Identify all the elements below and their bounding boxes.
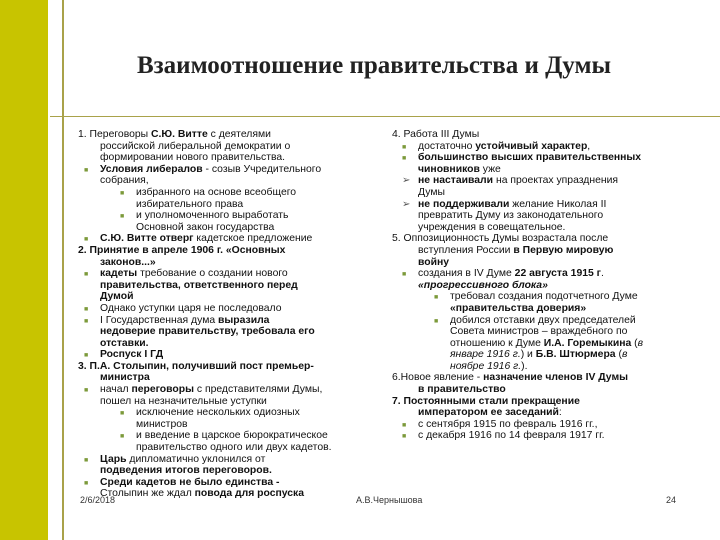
- text-content: 3. П.А. Столыпин, получивший пост премьер-: [78, 360, 314, 372]
- text-line: [78, 326, 378, 338]
- title-underline: [50, 116, 720, 117]
- text-line: [78, 430, 378, 442]
- text-content: Совета министров – враждебного по: [450, 326, 628, 338]
- text-line: [78, 454, 378, 466]
- text-line: [392, 396, 692, 408]
- text-line: [78, 164, 378, 176]
- text-content: С.Ю. Витте отверг кадетское предложение: [100, 233, 313, 245]
- text-content: императором ее заседаний:: [418, 407, 562, 419]
- square-bullet-icon: ■: [84, 387, 89, 395]
- text-content: и введение в царское бюрократическое: [136, 430, 328, 442]
- text-line: [78, 419, 378, 431]
- text-line: [78, 488, 378, 500]
- text-line: [392, 326, 692, 338]
- text-content: недоверие правительству, требовала его: [100, 326, 315, 338]
- text-content: законов...»: [100, 256, 156, 268]
- text-line: [78, 303, 378, 315]
- square-bullet-icon: ■: [120, 433, 125, 441]
- text-content: с сентября 1915 по февраль 1916 гг.,: [418, 418, 598, 430]
- text-content: российской либеральной демократии о: [100, 140, 291, 152]
- text-line: [78, 361, 378, 373]
- text-content: Думы: [418, 186, 445, 198]
- text-content: 4. Работа III Думы: [392, 129, 480, 140]
- text-line: [392, 222, 692, 234]
- right-column: [392, 129, 692, 442]
- text-line: [78, 245, 378, 257]
- text-line: [392, 349, 692, 361]
- text-line: [392, 315, 692, 327]
- text-content: Среди кадетов не было единства -: [100, 476, 280, 488]
- text-line: [392, 338, 692, 350]
- text-line: [78, 268, 378, 280]
- text-line: [392, 430, 692, 442]
- text-content: 6.Новое явление - назначение членов IV Думы: [392, 372, 628, 384]
- text-line: [392, 187, 692, 199]
- text-content: создания в IV Думе 22 августа 1915 г.: [418, 268, 604, 280]
- text-content: министров: [136, 418, 188, 430]
- text-content: избранного на основе всеобщего: [136, 186, 297, 198]
- text-line: [392, 303, 692, 315]
- text-content: январе 1916 г.) и Б.В. Штюрмера (в: [450, 349, 628, 361]
- text-line: [392, 384, 692, 396]
- footer-author: А.В.Чернышова: [356, 495, 423, 505]
- text-content: ноябре 1916 г.).: [450, 360, 528, 372]
- text-content: «правительства доверия»: [450, 302, 587, 314]
- square-bullet-icon: ■: [84, 166, 89, 174]
- text-line: [78, 396, 378, 408]
- square-bullet-icon: ■: [84, 456, 89, 464]
- text-line: [392, 233, 692, 245]
- text-content: избирательного права: [136, 198, 244, 210]
- text-content: 1. Переговоры С.Ю. Витте с деятелями: [78, 129, 271, 140]
- footer-page-number: 24: [666, 495, 677, 505]
- square-bullet-icon: ■: [84, 305, 89, 313]
- square-bullet-icon: ■: [120, 213, 125, 221]
- text-content: отставки.: [100, 337, 149, 349]
- square-bullet-icon: ■: [402, 143, 407, 151]
- square-bullet-icon: ■: [402, 433, 407, 441]
- text-line: [78, 199, 378, 211]
- slide-title: Взаимоотношение правительства и Думы: [136, 52, 612, 79]
- text-line: [78, 210, 378, 222]
- text-line: [78, 152, 378, 164]
- text-line: [78, 407, 378, 419]
- text-line: [392, 164, 692, 176]
- text-line: [78, 175, 378, 187]
- text-content: Однако уступки царя не последовало: [100, 302, 282, 314]
- text-line: [78, 129, 378, 141]
- text-content: Роспуск I ГД: [100, 349, 164, 361]
- left-column: [78, 129, 378, 500]
- text-line: [392, 129, 692, 141]
- text-content: Думой: [100, 291, 134, 303]
- text-content: достаточно устойчивый характер,: [418, 140, 591, 152]
- text-content: начал переговоры с представителями Думы,: [100, 384, 323, 396]
- text-content: 7. Постоянными стали прекращение: [392, 395, 580, 407]
- text-content: I Государственная дума выразила: [100, 314, 270, 326]
- text-content: «прогрессивного блока»: [418, 279, 548, 291]
- text-line: [78, 257, 378, 269]
- arrow-bullet-icon: ➢: [402, 198, 411, 210]
- text-content: правительства, ответственного перед: [100, 279, 298, 291]
- text-line: [78, 280, 378, 292]
- text-line: [78, 187, 378, 199]
- text-line: [392, 291, 692, 303]
- left-accent-bar: [0, 0, 48, 540]
- square-bullet-icon: ■: [402, 421, 407, 429]
- text-line: [78, 372, 378, 384]
- text-line: [392, 407, 692, 419]
- text-content: вступления России в Первую мировую: [418, 244, 614, 256]
- text-line: [392, 152, 692, 164]
- square-bullet-icon: ■: [84, 271, 89, 279]
- text-line: [392, 280, 692, 292]
- arrow-bullet-icon: ➢: [402, 175, 411, 187]
- square-bullet-icon: ■: [402, 271, 407, 279]
- text-content: Столыпин же ждал повода для роспуска: [100, 488, 305, 500]
- text-content: 5. Оппозиционность Думы возрастала после: [392, 233, 609, 245]
- text-content: превратить Думу из законодательного: [418, 210, 604, 222]
- text-content: с декабря 1916 по 14 февраля 1917 гг.: [418, 430, 605, 442]
- square-bullet-icon: ■: [84, 236, 89, 244]
- text-line: [78, 315, 378, 327]
- text-line: [78, 349, 378, 361]
- square-bullet-icon: ■: [120, 410, 125, 418]
- square-bullet-icon: ■: [84, 479, 89, 487]
- text-content: Царь дипломатично уклонился от: [100, 453, 266, 465]
- text-line: [78, 465, 378, 477]
- text-line: [392, 245, 692, 257]
- text-content: не настаивали на проектах упразднения: [418, 175, 619, 187]
- text-content: формировании нового правительства.: [100, 152, 286, 164]
- text-line: [392, 361, 692, 373]
- square-bullet-icon: ■: [120, 189, 125, 197]
- text-line: [392, 268, 692, 280]
- text-content: не поддерживали желание Николая II: [418, 198, 607, 210]
- text-content: пошел на незначительные уступки: [100, 395, 267, 407]
- text-line: [78, 141, 378, 153]
- text-line: [78, 477, 378, 489]
- text-content: Основной закон государства: [136, 221, 275, 233]
- text-content: большинство высших правительственных: [418, 152, 642, 164]
- square-bullet-icon: ■: [84, 352, 89, 360]
- text-line: [78, 384, 378, 396]
- text-line: [78, 222, 378, 234]
- square-bullet-icon: ■: [434, 317, 439, 325]
- text-line: [392, 419, 692, 431]
- text-content: чиновников уже: [418, 163, 501, 175]
- text-content: министра: [100, 372, 150, 384]
- text-content: кадеты требование о создании нового: [100, 268, 288, 280]
- text-content: учреждения в совещательное.: [418, 221, 566, 233]
- square-bullet-icon: ■: [84, 317, 89, 325]
- vertical-rule: [62, 0, 64, 540]
- text-line: [392, 141, 692, 153]
- text-content: собрания,: [100, 175, 149, 187]
- text-line: [392, 257, 692, 269]
- text-content: в правительство: [418, 384, 506, 396]
- text-line: [392, 199, 692, 211]
- text-content: правительство одного или двух кадетов.: [136, 442, 332, 454]
- text-content: требовал создания подотчетного Думе: [450, 291, 638, 303]
- square-bullet-icon: ■: [434, 294, 439, 302]
- text-content: исключение нескольких одиозных: [136, 407, 300, 419]
- text-content: и уполномоченного выработать: [136, 210, 289, 222]
- text-content: Условия либералов - созыв Учредительного: [100, 163, 322, 175]
- text-line: [78, 338, 378, 350]
- text-content: добился отставки двух председателей: [450, 314, 636, 326]
- text-line: [78, 442, 378, 454]
- text-content: отношению к Думе И.А. Горемыкина (в: [450, 337, 644, 349]
- footer-date: 2/6/2018: [80, 495, 116, 505]
- text-line: [78, 291, 378, 303]
- text-content: 2. Принятие в апреле 1906 г. «Основных: [78, 244, 286, 256]
- text-content: подведения итогов переговоров.: [100, 465, 272, 477]
- text-line: [78, 233, 378, 245]
- text-content: войну: [418, 256, 450, 268]
- text-line: [392, 372, 692, 384]
- square-bullet-icon: ■: [402, 155, 407, 163]
- text-line: [392, 210, 692, 222]
- text-line: [392, 175, 692, 187]
